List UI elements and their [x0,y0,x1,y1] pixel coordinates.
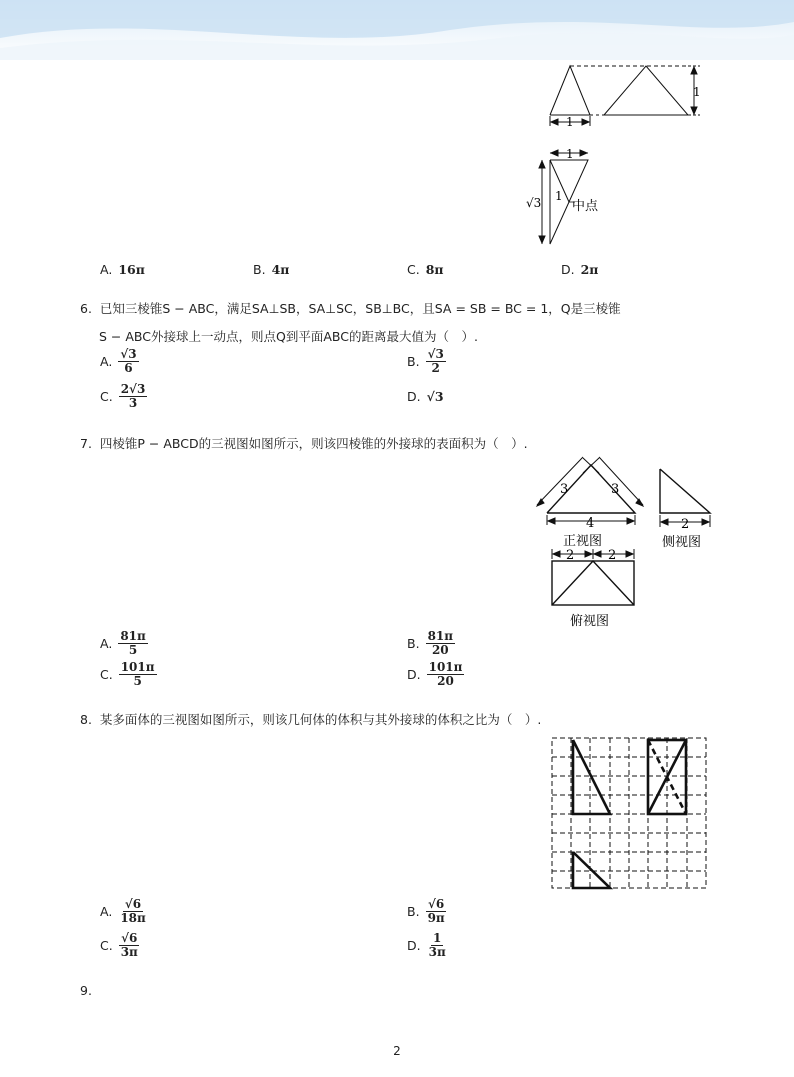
q7-dim-2-top-right: 2 [608,548,617,563]
fraction: $\frac{101\pi}{20}$ [428,660,463,688]
fraction: $\frac{81\pi}{20}$ [427,629,454,657]
q7-dim-2-top-left: 2 [566,548,575,563]
q5-option-b[interactable]: B. 4π [253,262,290,277]
q6-line2: S − ABC外接球上一动点，则点Q到平面ABC的距离最大值为（ ）. [99,329,478,344]
q8-question: 8. 某多面体的三视图如图所示，则该几何体的体积与其外接球的体积之比为（ ）. [80,712,542,727]
fraction: $\frac{√3}{6}$ [120,347,137,375]
q7-three-view-figure [525,455,725,630]
q8-grid-three-view-figure [548,734,712,894]
q8-option-a[interactable]: A. $\frac{√6}{18\pi}$ [100,897,146,925]
q7-top-view-label: 俯视图 [570,614,610,629]
q5-dim-bottom: 1 [566,115,574,129]
header-wave-banner [0,0,794,60]
q7-option-d[interactable]: D. $\frac{101\pi}{20}$ [407,660,463,688]
q7-dim-4: 4 [586,516,595,531]
fraction: $\frac{101\pi}{5}$ [120,660,155,688]
fraction: $\frac{√6}{3\pi}$ [120,931,138,959]
q5-option-c[interactable]: C. 8π [407,262,444,277]
fraction: $\frac{81\pi}{5}$ [120,629,146,657]
q8-option-c[interactable]: C. $\frac{√6}{3\pi}$ [100,931,138,959]
q8-option-b[interactable]: B. $\frac{√6}{9\pi}$ [407,897,445,925]
q5-three-view-figure [520,60,720,250]
q9-number: 9. [80,983,92,998]
q7-question: 7. 四棱锥P − ABCD的三视图如图所示，则该四棱锥的外接球的表面积为（ ）. [80,436,528,451]
q5-midpoint-label: 中点 [572,199,599,214]
page-number: 2 [393,1044,401,1058]
q8-option-d[interactable]: D. $\frac{1}{3\pi}$ [407,931,446,959]
fraction: $\frac{√6}{18\pi}$ [120,897,146,925]
fraction: $\frac{1}{3\pi}$ [428,931,446,959]
q7-front-view-label: 正视图 [563,534,603,549]
q6-line1: 6. 已知三棱锥S − ABC，满足SA⊥SB，SA⊥SC，SB⊥BC，且SA = SB = BC = 1，Q是三棱锥 [80,301,621,316]
q7-option-b[interactable]: B. $\frac{81\pi}{20}$ [407,629,454,657]
fraction: $\frac{√3}{2}$ [427,347,444,375]
fraction: $\frac{√6}{9\pi}$ [427,897,445,925]
q6-option-d[interactable]: D. √3 [407,389,444,404]
q5-option-d[interactable]: D. 2π [561,262,599,277]
q5-dim-right: 1 [693,85,701,99]
q7-dim-3-left: 3 [560,482,569,497]
q7-option-c[interactable]: C. $\frac{101\pi}{5}$ [100,660,155,688]
q5-option-a[interactable]: A. 16π [100,262,145,277]
q5-dim-top: 1 [566,147,574,161]
q5-dim-sqrt3: √3 [526,196,542,210]
q7-dim-3-right: 3 [611,482,620,497]
q5-dim-inner: 1 [555,189,563,203]
fraction: $\frac{2√3}{3}$ [120,382,146,410]
q6-option-c[interactable]: C. $\frac{2√3}{3}$ [100,382,146,410]
q7-option-a[interactable]: A. $\frac{81\pi}{5}$ [100,629,146,657]
q7-side-view-label: 侧视图 [662,535,702,550]
q7-dim-2-side: 2 [681,517,690,532]
q6-option-a[interactable]: A. $\frac{√3}{6}$ [100,347,137,375]
q6-option-b[interactable]: B. $\frac{√3}{2}$ [407,347,444,375]
